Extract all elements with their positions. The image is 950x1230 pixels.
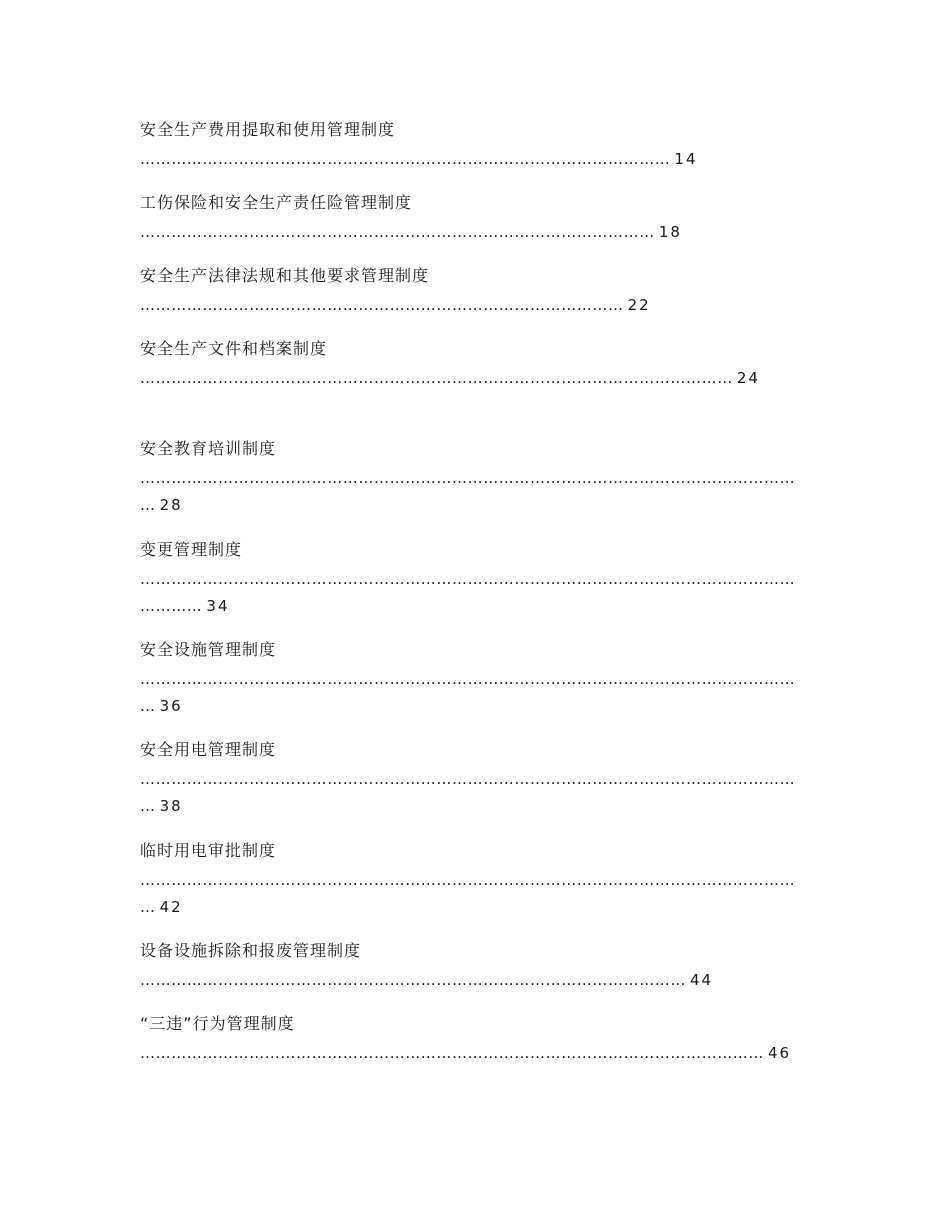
toc-entry-title: 安全生产法律法规和其他要求管理制度 bbox=[140, 266, 430, 285]
toc-entry[interactable] bbox=[140, 439, 810, 519]
toc-leader-dots: ………………………………………………………………………………… bbox=[140, 296, 624, 314]
toc-entry[interactable] bbox=[140, 266, 810, 319]
toc-page-number: 36 bbox=[159, 697, 183, 715]
toc-entry-title: 安全生产文件和档案制度 bbox=[140, 339, 328, 358]
toc-page-number: 34 bbox=[206, 597, 230, 615]
toc-entry[interactable] bbox=[140, 941, 810, 994]
toc-page-number: 24 bbox=[736, 369, 760, 387]
toc-leader-dots: …………………………………………………………………………………………………… bbox=[140, 369, 733, 387]
toc-entry-title: 变更管理制度 bbox=[140, 540, 243, 559]
toc-page-number: 38 bbox=[159, 797, 183, 815]
toc-entry-leader bbox=[140, 867, 810, 921]
toc-entry-title: 安全生产费用提取和使用管理制度 bbox=[140, 120, 396, 139]
toc-entry[interactable] bbox=[140, 339, 810, 392]
toc-page-number: 22 bbox=[627, 296, 651, 314]
toc-leader-dots: …………………………………………………………………………………………… bbox=[140, 971, 686, 989]
toc-leader-dots: ………………………………………………………………………………………………………………… bbox=[140, 469, 796, 514]
toc-entry[interactable] bbox=[140, 540, 810, 620]
toc-entry-leader bbox=[140, 365, 810, 392]
toc-leader-dots: ………………………………………………………………………………………………………… bbox=[140, 1044, 764, 1062]
toc-entry[interactable] bbox=[140, 193, 810, 246]
toc-entry-title: “三违”行为管理制度 bbox=[140, 1014, 295, 1033]
toc-entry[interactable] bbox=[140, 120, 810, 173]
toc-entry[interactable] bbox=[140, 640, 810, 720]
toc-page-number: 14 bbox=[674, 150, 698, 168]
toc-entry-leader bbox=[140, 666, 810, 720]
toc-entry-leader bbox=[140, 566, 810, 620]
toc-page-number: 42 bbox=[159, 898, 183, 916]
toc-entry-leader bbox=[140, 146, 810, 173]
toc-entry[interactable] bbox=[140, 841, 810, 921]
toc-page-number: 28 bbox=[159, 496, 183, 514]
toc-entry-title: 安全设施管理制度 bbox=[140, 640, 277, 659]
toc-page-number: 44 bbox=[690, 971, 714, 989]
toc-leader-dots: ……………………………………………………………………………………… bbox=[140, 223, 655, 241]
toc-leader-dots: ………………………………………………………………………………………………………………… bbox=[140, 770, 796, 815]
toc-entry-title: 工伤保险和安全生产责任险管理制度 bbox=[140, 193, 413, 212]
toc-entry[interactable] bbox=[140, 740, 810, 820]
toc-entry-leader bbox=[140, 292, 810, 319]
toc-entry-title: 设备设施拆除和报废管理制度 bbox=[140, 941, 362, 960]
toc-entry-title: 安全用电管理制度 bbox=[140, 740, 277, 759]
toc-leader-dots: ………………………………………………………………………………………………………………… bbox=[140, 670, 796, 715]
toc-leader-dots: ………………………………………………………………………………………………………………… bbox=[140, 871, 796, 916]
toc-entry-leader bbox=[140, 766, 810, 820]
toc-page-number: 46 bbox=[768, 1044, 792, 1062]
toc-entry-leader bbox=[140, 465, 810, 519]
toc-entry-title: 安全教育培训制度 bbox=[140, 439, 277, 458]
toc-leader-dots: ………………………………………………………………………………………… bbox=[140, 150, 671, 168]
toc-page-number: 18 bbox=[658, 223, 682, 241]
toc-leader-dots: ………………………………………………………………………………………………………………………… bbox=[140, 570, 796, 615]
toc-entry[interactable] bbox=[140, 1014, 810, 1067]
toc-entry-leader bbox=[140, 967, 810, 994]
toc-entry-leader bbox=[140, 219, 810, 246]
toc-entry-title: 临时用电审批制度 bbox=[140, 841, 277, 860]
toc-entry-leader bbox=[140, 1040, 810, 1067]
